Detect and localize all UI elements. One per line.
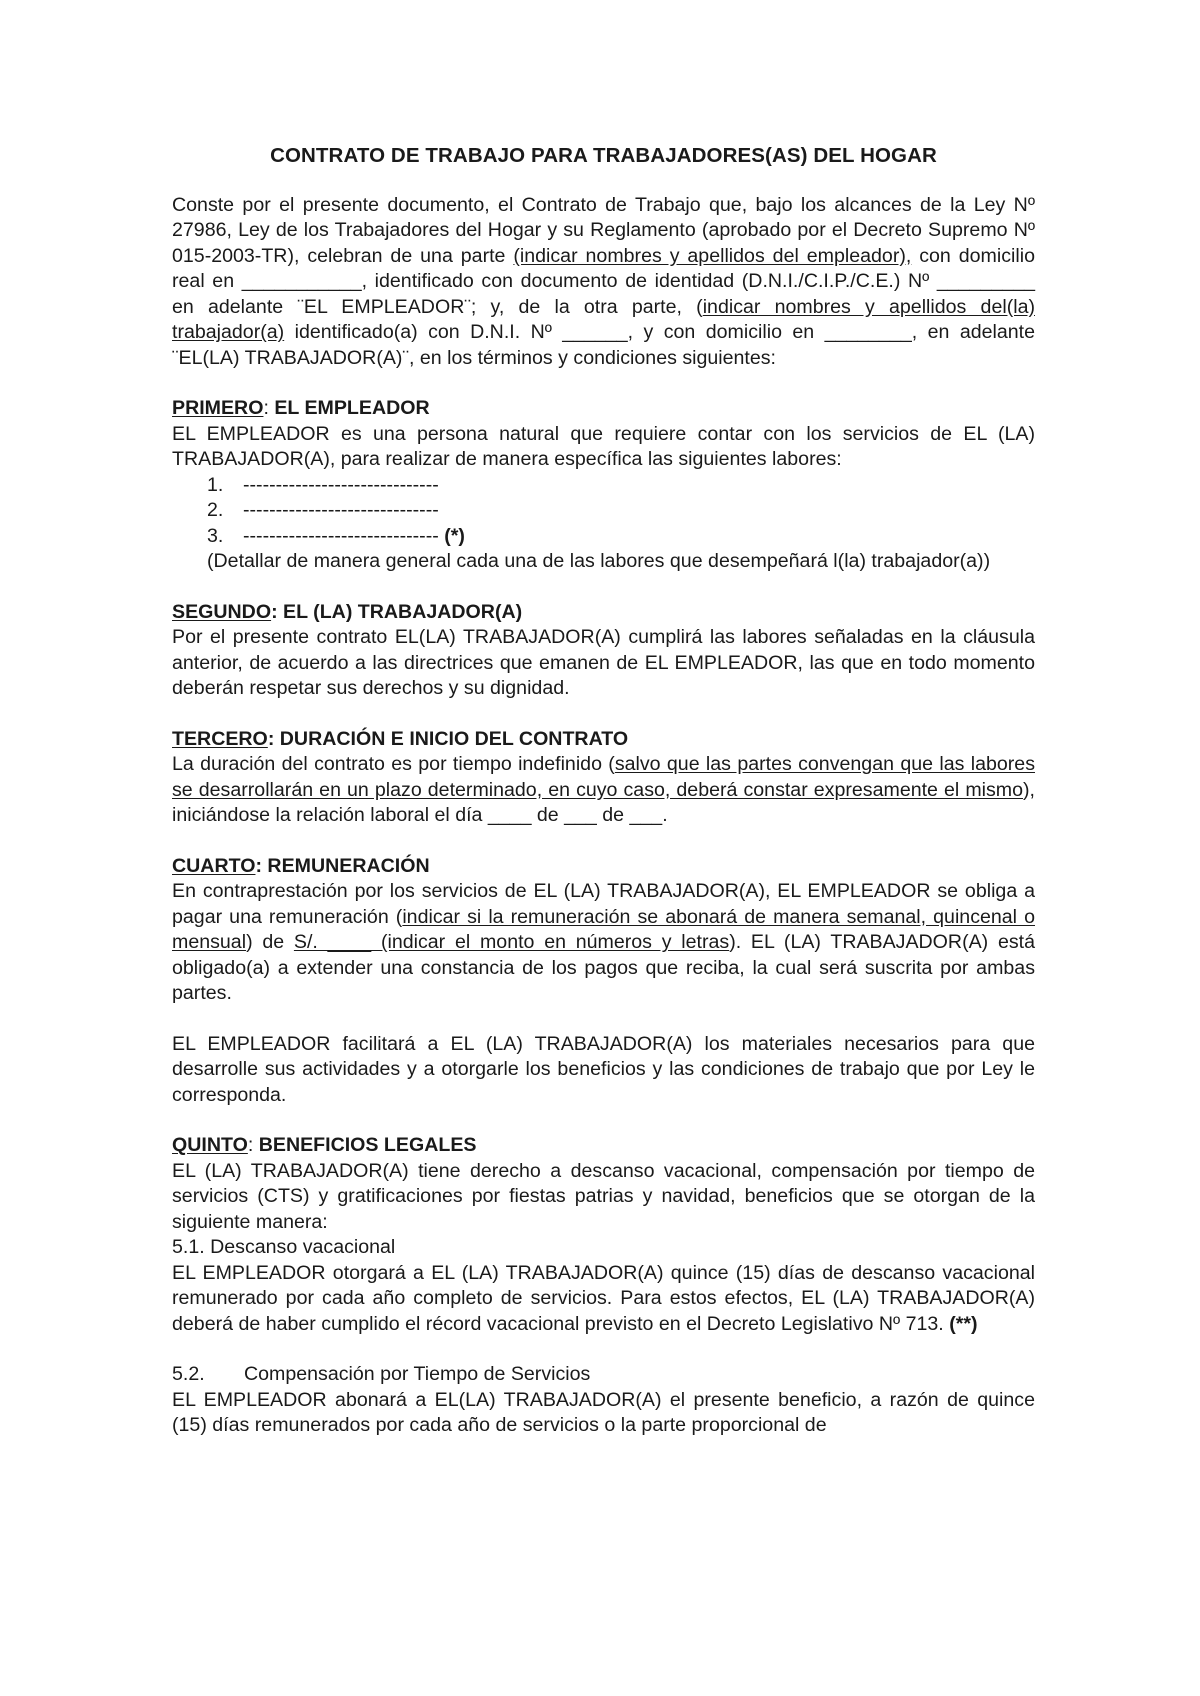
clause-tercero-title: : DURACIÓN E INICIO DEL CONTRATO bbox=[267, 727, 629, 750]
clause-cuarto-text-3: ). EL (LA) TRABAJADOR(A) está obligado(a) a extender una constancia de los pagos que reciba, la cual será suscrita por ambas partes. bbox=[172, 931, 1035, 1004]
subsection-5-2-title-text: Compensación por Tiempo de Servicios bbox=[244, 1363, 591, 1385]
list-item-text: ------------------------------ bbox=[243, 473, 439, 496]
clause-quinto-heading bbox=[172, 1133, 1035, 1159]
clause-quinto-title: BENEFICIOS LEGALES bbox=[258, 1134, 477, 1156]
clause-tercero-text-2: ), iniciándose la relación laboral el día ____ de ___ de ___. bbox=[172, 778, 1035, 826]
clause-cuarto-frequency-placeholder: indicar si la remuneración se abonará de manera semanal, quincenal o mensual bbox=[172, 905, 1035, 953]
list-item bbox=[172, 498, 1035, 524]
subsection-5-2-title bbox=[172, 1362, 1035, 1388]
intro-worker-placeholder: indicar nombres y apellidos del(la) trabajador(a) bbox=[172, 295, 1035, 343]
list-item bbox=[172, 524, 1035, 550]
subsection-5-1-body bbox=[172, 1261, 1035, 1338]
clause-primero-body: EL EMPLEADOR es una persona natural que requiere contar con los servicios de EL (LA) TRABAJADOR(A), para realizar de manera específica las siguientes labores: bbox=[172, 422, 1035, 470]
intro-paragraph bbox=[172, 193, 1035, 372]
clause-cuarto-label: CUARTO bbox=[172, 854, 256, 877]
list-item-footnote-mark: (*) bbox=[438, 524, 465, 547]
clause-tercero-label: TERCERO bbox=[172, 727, 268, 750]
clause-segundo-title: : EL (LA) TRABAJADOR(A) bbox=[271, 600, 523, 623]
clause-tercero-placeholder: salvo que las partes convengan que las labores se desarrollarán en un plazo determinado, en cuyo caso, deberá constar expresamente el mismo bbox=[172, 753, 1035, 801]
clause-primero-title: EL EMPLEADOR bbox=[274, 397, 430, 419]
intro-employer-placeholder: (indicar nombres y apellidos del empleador), bbox=[513, 244, 912, 267]
clause-quinto-body: EL (LA) TRABAJADOR(A) tiene derecho a descanso vacacional, compensación por tiempo de servicios (CTS) y gratificaciones por fiestas patrias y navidad, beneficios que se otorgan de la siguiente manera: bbox=[172, 1159, 1035, 1233]
clause-quinto-label: QUINTO bbox=[172, 1134, 248, 1156]
labor-list bbox=[172, 473, 1035, 550]
list-item-number: 2. bbox=[207, 499, 224, 521]
clause-primero-detail: (Detallar de manera general cada una de las labores que desempeñará l(la) trabajador(a)) bbox=[207, 550, 991, 572]
clause-primero-sep: : bbox=[263, 397, 275, 419]
clause-cuarto-title: : REMUNERACIÓN bbox=[255, 854, 430, 877]
clause-tercero-body bbox=[172, 752, 1035, 829]
intro-text-1: Conste por el presente documento, el Contrato de Trabajo que, bajo los alcances de la Ley Nº 27986, Ley de los Trabajadores del Hogar y su Reglamento (aprobado por el Decreto Supremo Nº 015-2003-TR), celebran de una parte bbox=[172, 193, 1035, 267]
clause-cuarto-paragraph-2: EL EMPLEADOR facilitará a EL (LA) TRABAJADOR(A) los materiales necesarios para que desarrolle sus actividades y a otorgarle los beneficios y las condiciones de trabajo que por Ley le corresponda. bbox=[172, 1032, 1035, 1106]
list-item-number: 3. bbox=[207, 524, 224, 547]
clause-segundo-label: SEGUNDO bbox=[172, 600, 272, 623]
subsection-5-2-number: 5.2. bbox=[172, 1363, 205, 1385]
page-title: CONTRATO DE TRABAJO PARA TRABAJADORES(AS) DEL HOGAR bbox=[270, 144, 937, 167]
intro-text-3: identificado(a) con D.N.I. Nº ______, y con domicilio en ________, en adelante ¨EL(LA) TRABAJADOR(A)¨, en los términos y condiciones siguientes: bbox=[172, 321, 1035, 369]
clause-cuarto-body bbox=[172, 879, 1035, 1007]
subsection-5-1-footnote-mark: (**) bbox=[949, 1312, 978, 1335]
clause-primero-heading bbox=[172, 396, 1035, 422]
intro-text-2: con domicilio real en ___________, identificado con documento de identidad (D.N.I./C.I.P./C.E.) Nº _________ en adelante ¨EL EMPLEADOR¨; y, de la otra parte, ( bbox=[172, 244, 1035, 318]
clause-cuarto-heading bbox=[172, 854, 1035, 880]
clause-cuarto-text-1: En contraprestación por los servicios de EL (LA) TRABAJADOR(A), EL EMPLEADOR se obliga a pagar una remuneración ( bbox=[172, 880, 1035, 928]
subsection-5-1-text: EL EMPLEADOR otorgará a EL (LA) TRABAJADOR(A) quince (15) días de descanso vacacional remunerado por cada año completo de servicios. Para estos efectos, EL (LA) TRABAJADOR(A) deberá de haber cumplido el récord vacacional previsto en el Decreto Legislativo Nº 713. bbox=[172, 1261, 1035, 1335]
subsection-5-1-title: 5.1. Descanso vacacional bbox=[172, 1236, 396, 1258]
clause-tercero-text-1: La duración del contrato es por tiempo indefinido ( bbox=[172, 753, 615, 775]
clause-cuarto-text-2: ) de bbox=[246, 931, 294, 953]
clause-cuarto-amount-placeholder: S/. ____ (indicar el monto en números y letras bbox=[293, 931, 730, 953]
clause-segundo-heading bbox=[172, 600, 1035, 626]
list-item-number: 1. bbox=[207, 473, 224, 496]
subsection-5-2-body: EL EMPLEADOR abonará a EL(LA) TRABAJADOR(A) el presente beneficio, a razón de quince (15) días remunerados por cada año de servicios o la parte proporcional de bbox=[172, 1388, 1035, 1436]
clause-tercero-heading bbox=[172, 727, 1035, 753]
list-item-text: ------------------------------ bbox=[243, 499, 439, 521]
clause-primero-label: PRIMERO bbox=[172, 397, 264, 419]
list-item-text: ------------------------------ bbox=[243, 524, 439, 547]
clause-segundo-body: Por el presente contrato EL(LA) TRABAJADOR(A) cumplirá las labores señaladas en la cláusula anterior, de acuerdo a las directrices que emanen de EL EMPLEADOR, las que en todo momento deberán respetar sus derechos y su dignidad. bbox=[172, 626, 1035, 699]
list-item bbox=[172, 473, 1035, 499]
clause-quinto-sep: : bbox=[247, 1134, 259, 1156]
